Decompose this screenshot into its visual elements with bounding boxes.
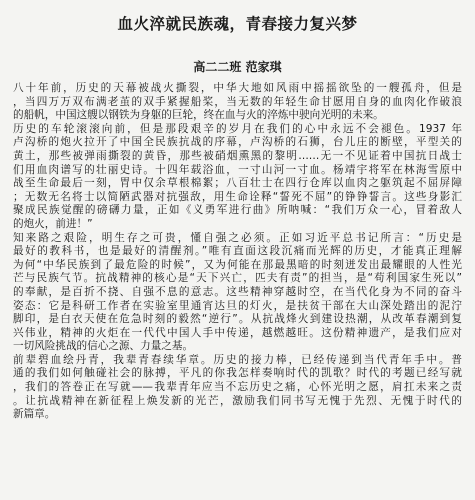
text-line: 一切风险挑战的信心之源、力量之基。 — [13, 340, 194, 353]
text-line: 八十年前，历史的天幕被战火撕裂，中华大地如风雨中摇摇欲坠的一艘孤舟，但是 — [13, 82, 462, 94]
text-line: 战至生命最后一刻，胃中仅余草根棉絮；八百壮士在四行仓库以血肉之躯筑起不屈屏障 — [13, 177, 462, 190]
text-line: 前辈碧血绘丹青，我辈青春续华章。历史的接力棒，已经传递到当代青年手中。普 — [13, 353, 462, 366]
text-line: 姿态：它是科研工作者在实验室里通宵达旦的灯火，是扶贫干部在大山深处踏出的泥泞 — [13, 299, 462, 312]
paragraph — [13, 82, 462, 123]
text-line: 最好的教科书，也是最好的清醒剂。”唯有直面这段沉痛而光辉的历史，才能真正理解 — [13, 245, 462, 258]
text-line: 历史的车轮滚滚向前，但是那段艰辛的岁月在我们的心中永远不会褪色。1937 年 — [13, 122, 462, 135]
text-line: ；无数无名将士以简陋武器对抗强敌，用生命诠释“誓死不屈”的铮铮誓言。这些身影汇 — [13, 190, 462, 203]
text-line: 卢沟桥的炮火拉开了中国全民族抗战的序幕，卢沟桥的石狮，台儿庄的断壁，平型关的 — [13, 136, 462, 149]
text-line: 脚印，是白衣天使在危急时刻的毅然“逆行”。从抗战烽火到建设热潮，从改革春潮到复 — [13, 313, 462, 326]
text-line: ，当四万万双布满老茧的双手紧握船桨，当无数的年轻生命甘愿用自身的血肉化作破浪 — [13, 95, 462, 108]
text-line: ，我们的答卷正在写就——我辈青年应当不忘历史之痛，心怀光明之愿，肩扛未来之责 — [13, 381, 462, 394]
text-line: 兴伟业，精神的火炬在一代代中国人手中传递，越燃越旺。这份精神遗产，是我们应对 — [13, 326, 462, 339]
paragraph — [13, 232, 462, 354]
text-line: 的炮火，前进！” — [13, 217, 93, 230]
text-line: 们用血肉谱写的壮丽史诗。十四年载浴血，一寸山河一寸血。杨靖宇将军在林海雪原中 — [13, 163, 462, 176]
text-line: 的奉献，是百折不挠、自强不息的意志。这些精神穿越时空，在当代化身为不同的奋斗 — [13, 285, 462, 298]
author-byline: 高二二班 范家琪 — [193, 60, 282, 74]
text-line: 黄土，那些被弹雨撕裂的黄昏，那些被硝烟熏黑的黎明……无一不见证着中国抗日战士 — [13, 149, 462, 162]
paragraph — [13, 123, 462, 232]
page-title: 血火淬就民族魂，青春接力复兴梦 — [117, 15, 358, 33]
text-line: 的船帆，中国这艘以钢铁为身躯的巨轮，终在血与火的淬炼中驶向光明的未来。 — [13, 109, 384, 122]
document-body — [13, 82, 462, 422]
text-line: 知来路之艰险，明生存之可贵，懂自强之必须。正如习近平总书记所言：“历史是 — [13, 231, 462, 244]
text-line: 聚成民族觉醒的磅礴力量，正如《义勇军进行曲》所呐喊：“我们万众一心，冒着敌人 — [13, 204, 462, 217]
text-line: 为何“中华民族到了最危险的时候”，又为何能在那最黑暗的时刻迸发出最耀眼的人性光 — [13, 258, 462, 271]
paragraph — [13, 354, 462, 422]
text-line: 芒与民族气节。抗战精神的核心是“天下兴亡，匹夫有责”的担当，是“苟利国家生死以” — [13, 272, 462, 285]
text-line: 通的我们如何触碰社会的脉搏，平凡的你我怎样奏响时代的凯歌？时代的考题已经写就 — [13, 367, 462, 380]
text-line: 。让抗战精神在新征程上焕发新的光芒，激励我们同书写无愧于先烈、无愧于时代的 — [13, 394, 462, 407]
text-line: 新篇章。 — [13, 408, 56, 421]
